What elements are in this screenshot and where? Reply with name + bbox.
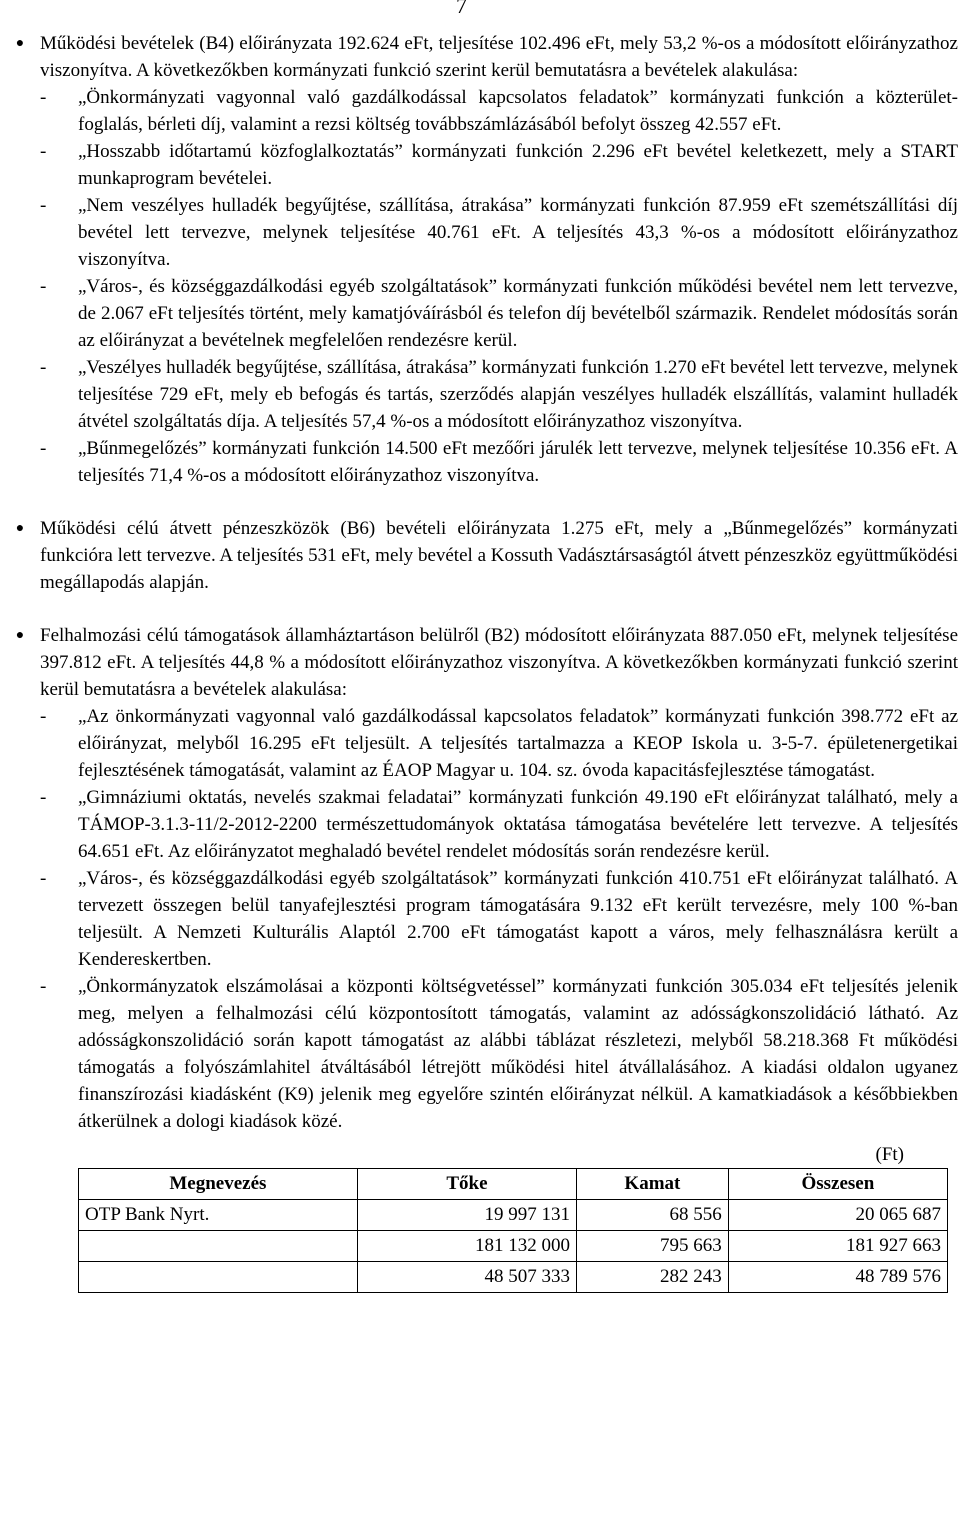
table-row [79, 1262, 948, 1293]
bullet-icon: ● [15, 36, 25, 51]
table-header: Összesen [728, 1169, 947, 1200]
list-item-text: „Gimnáziumi oktatás, nevelés szakmai feladatai” kormányzati funkción 49.190 eFt előirányzat található, mely a TÁMOP-3.1.3-11/2-2012-2200 természettudományok oktatása támogatása bevételére lett tervezve. A teljesítés 64.651 eFt. Az előirányzatot meghaladó bevétel rendelet módosítás során rendezésre kerül. [78, 787, 958, 862]
list-item: - „Az önkormányzati vagyonnal való gazdálkodással kapcsolatos feladatok” kormányzati funkción 398.772 eFt az előirányzat, melyből 16.295 eFt teljesült. A teljesítés tartalmazza a KEOP Iskola u. 3-5-7. épületenergetikai fejlesztésének támogatását, valamint az ÉAOP Magyar u. 104. sz. óvoda kapacitásfejlesztése támogatást. [40, 706, 958, 781]
table-cell: 19 997 131 [357, 1200, 576, 1231]
table-cell: OTP Bank Nyrt. [79, 1200, 358, 1231]
page-number: 7 [456, 0, 467, 18]
list-item: - „Önkormányzatok elszámolásai a központi költségvetéssel” kormányzati funkción 305.034 eFt teljesítés jelenik meg, melyen a felhalmozási célú központosított támogatás, valamint az adósságkonszolidáció látható. Az adósságkonszolidáció során kapott támogatást az alábbi táblázat részletezi, melyből 58.218.368 Ft működési támogatás a folyószámlahitel átváltásából létrejött működési hitel átvállalásához. A kiadási oldalon ugyanez finanszírozási kiadásként (K9) jelenik meg egyelőre szintén előirányzat nélkül. A kamatkiadások a későbbiekben átkerülnek a dologi kiadások közé. [40, 976, 958, 1132]
section-intro: Működési bevételek (B4) előirányzata 192.624 eFt, teljesítése 102.496 eFt, mely 53,2 %-os a módosított előirányzathoz viszonyítva. A következőkben kormányzati funkció szerint kerül bemutatásra a bevételek alakulása: [40, 33, 958, 81]
list-item: - „Város-, és községgazdálkodási egyéb szolgáltatások” kormányzati funkción működési bevétel nem lett tervezve, de 2.067 eFt teljesítés történt, mely kamatjóváírásból és telefon díj bevételből származik. Rendelet módosítás során az előirányzat a bevételnek megfelelően rendezésre kerül. [40, 276, 958, 351]
table-header: Kamat [577, 1169, 729, 1200]
table-header: Megnevezés [79, 1169, 358, 1200]
list-item: - „Gimnáziumi oktatás, nevelés szakmai feladatai” kormányzati funkción 49.190 eFt előirányzat található, mely a TÁMOP-3.1.3-11/2-2012-2200 természettudományok oktatása támogatása bevételére lett tervezve. A teljesítés 64.651 eFt. Az előirányzatot meghaladó bevétel rendelet módosítás során rendezésre kerül. [40, 787, 958, 862]
section-operating-revenue [15, 30, 958, 489]
list-item-text: „Az önkormányzati vagyonnal való gazdálkodással kapcsolatos feladatok” kormányzati funkción 398.772 eFt az előirányzat, melyből 16.295 eFt teljesült. A teljesítés tartalmazza a KEOP Iskola u. 3-5-7. épületenergetikai fejlesztésének támogatását, valamint az ÉAOP Magyar u. 104. sz. óvoda kapacitásfejlesztése támogatást. [78, 706, 958, 781]
list-item-text: „Önkormányzati vagyonnal való gazdálkodással kapcsolatos feladatok” kormányzati funkción a közterület-foglalás, bérleti díj, valamint a rezsi költség továbbszámlázásából befolyt összeg 42.557 eFt. [78, 87, 958, 135]
section-intro: Felhalmozási célú támogatások államháztartáson belülről (B2) módosított előirányzata 887.050 eFt, melynek teljesítése 397.812 eFt. A teljesítés 44,8 % a módosított előirányzathoz viszonyítva. A következőkben kormányzati funkció szerint kerül bemutatásra a bevételek alakulása: [40, 625, 958, 700]
section-capital-grants [15, 622, 958, 1293]
list-item-text: „Nem veszélyes hulladék begyűjtése, szállítása, átrakása” kormányzati funkción 87.959 eFt szemétszállítási díj bevétel lett tervezve, melynek teljesítése 40.761 eFt. A teljesítés 43,3 %-os a módosított előirányzathoz viszonyítva. [78, 195, 958, 270]
table-header-row [79, 1169, 948, 1200]
table-cell: 181 927 663 [728, 1231, 947, 1262]
table-cell: 181 132 000 [357, 1231, 576, 1262]
list-item: - „Hosszabb időtartamú közfoglalkoztatás” kormányzati funkción 2.296 eFt bevétel keletkezett, mely a START munkaprogram bevételei. [40, 141, 958, 189]
document-body [15, 30, 958, 1319]
table-cell [79, 1231, 358, 1262]
list-item-text: „Város-, és községgazdálkodási egyéb szolgáltatások” kormányzati funkción működési bevétel nem lett tervezve, de 2.067 eFt teljesítés történt, mely kamatjóváírásból és telefon díj bevételből származik. Rendelet módosítás során az előirányzat a bevételnek megfelelően rendezésre kerül. [78, 276, 958, 351]
list-item-text: „Önkormányzatok elszámolásai a központi költségvetéssel” kormányzati funkción 305.034 eFt teljesítés jelenik meg, melyen a felhalmozási célú központosított támogatás, valamint az adósságkonszolidáció látható. Az adósságkonszolidáció során kapott támogatást az alábbi táblázat részletezi, melyből 58.218.368 Ft működési támogatás a folyószámlahitel átváltásából létrejött működési hitel átvállalásához. A kiadási oldalon ugyanez finanszírozási kiadásként (K9) jelenik meg egyelőre szintén előirányzat nélkül. A kamatkiadások a későbbiekben átkerülnek a dologi kiadások közé. [78, 976, 958, 1132]
table-cell: 20 065 687 [728, 1200, 947, 1231]
list-item: - „Nem veszélyes hulladék begyűjtése, szállítása, átrakása” kormányzati funkción 87.959 eFt szemétszállítási díj bevétel lett tervezve, melynek teljesítése 40.761 eFt. A teljesítés 43,3 %-os a módosított előirányzathoz viszonyítva. [40, 195, 958, 270]
table-cell: 48 789 576 [728, 1262, 947, 1293]
bullet-icon: ● [15, 521, 25, 536]
table-row [79, 1231, 948, 1262]
list-item-text: „Veszélyes hulladék begyűjtése, szállítása, átrakása” kormányzati funkción 1.270 eFt bevétel lett tervezve, melynek teljesítése 729 eFt, mely eb befogás és tartás, szerződés alapján veszélyes hulladék elszállítás, valamint hulladék átvétel szolgáltatás díja. A teljesítés 57,4 %-os a módosított előirányzathoz viszonyítva. [78, 357, 958, 432]
list-item-text: „Város-, és községgazdálkodási egyéb szolgáltatások” kormányzati funkción 410.751 eFt előirányzat található. A tervezett összegen belül tanyafejlesztési program támogatására 9.132 eFt került tervezésre, mely 100 %-ban teljesült. A Nemzeti Kulturális Alaptól 2.700 eFt támogatást kapott a város, mely felhasználásra került a Kendereskertben. [78, 868, 958, 970]
table-cell: 48 507 333 [357, 1262, 576, 1293]
list-item: - „Veszélyes hulladék begyűjtése, szállítása, átrakása” kormányzati funkción 1.270 eFt bevétel lett tervezve, melynek teljesítése 729 eFt, mely eb befogás és tartás, szerződés alapján veszélyes hulladék elszállítás, valamint hulladék átvétel szolgáltatás díja. A teljesítés 57,4 %-os a módosított előirányzathoz viszonyítva. [40, 357, 958, 432]
table-cell: 795 663 [577, 1231, 729, 1262]
list-item: - „Bűnmegelőzés” kormányzati funkción 14.500 eFt mezőőri járulék lett tervezve, melynek teljesítése 10.356 eFt. A teljesítés 71,4 %-os a módosított előirányzathoz viszonyítva. [40, 438, 958, 486]
section-intro: Működési célú átvett pénzeszközök (B6) bevételi előirányzata 1.275 eFt, mely a „Bűnmegelőzés” kormányzati funkcióra lett tervezve. A teljesítés 531 eFt, mely bevétel a Kossuth Vadásztársaságtól átvett pénzeszköz együttműködési megállapodás alapján. [40, 518, 958, 593]
bullet-icon: ● [15, 628, 25, 643]
section-transferred-funds [15, 515, 958, 596]
list-item: - „Város-, és községgazdálkodási egyéb szolgáltatások” kormányzati funkción 410.751 eFt előirányzat található. A tervezett összegen belül tanyafejlesztési program támogatására 9.132 eFt került tervezésre, mely 100 %-ban teljesült. A Nemzeti Kulturális Alaptól 2.700 eFt támogatást kapott a város, mely felhasználásra került a Kendereskertben. [40, 868, 958, 970]
table-cell [79, 1262, 358, 1293]
list-item: - „Önkormányzati vagyonnal való gazdálkodással kapcsolatos feladatok” kormányzati funkción a közterület-foglalás, bérleti díj, valamint a rezsi költség továbbszámlázásából befolyt összeg 42.557 eFt. [40, 87, 958, 135]
list-item-text: „Hosszabb időtartamú közfoglalkoztatás” kormányzati funkción 2.296 eFt bevétel keletkezett, mely a START munkaprogram bevételei. [78, 141, 958, 189]
table-cell: 282 243 [577, 1262, 729, 1293]
debt-consolidation-table [78, 1168, 948, 1293]
list-item-text: „Bűnmegelőzés” kormányzati funkción 14.500 eFt mezőőri járulék lett tervezve, melynek teljesítése 10.356 eFt. A teljesítés 71,4 %-os a módosított előirányzathoz viszonyítva. [78, 438, 958, 486]
table-row [79, 1200, 948, 1231]
table-unit: (Ft) [875, 1144, 904, 1165]
table-header: Tőke [357, 1169, 576, 1200]
table-cell: 68 556 [577, 1200, 729, 1231]
